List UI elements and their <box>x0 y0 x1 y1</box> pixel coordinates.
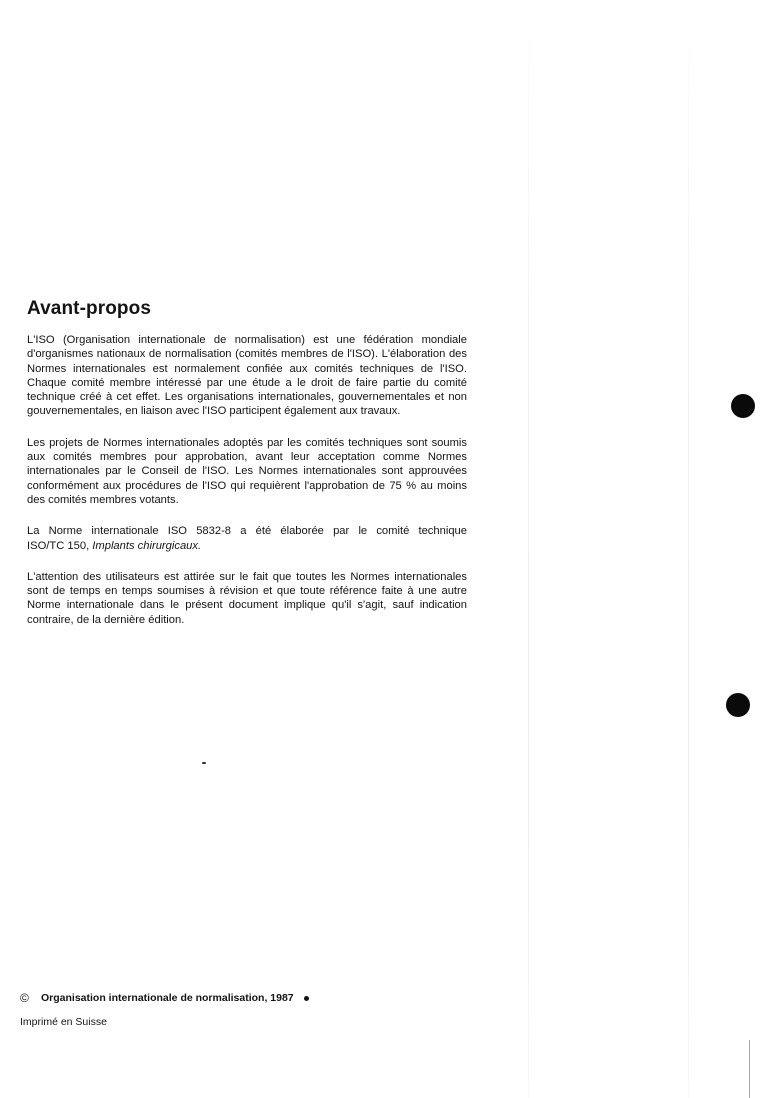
scan-edge-line <box>528 0 529 1098</box>
binding-hole-mark <box>731 394 755 418</box>
committee-reference: ISO/TC 150, <box>27 539 93 552</box>
paragraph-standard-origin <box>27 524 467 553</box>
scan-speck <box>202 762 206 764</box>
page-title: Avant-propos <box>27 298 151 319</box>
copyright-text: Organisation internationale de normalisation, 1987 <box>41 992 294 1004</box>
paragraph-iso-description: L'ISO (Organisation internationale de normalisation) est une fédération mondiale d'organismes nationaux de normalisation (comités membres de l'ISO). L'élaboration des Normes internationales est normalement confiée aux comités techniques de l'ISO. Chaque comité membre intéressé par une étude a le droit de faire partie du comité technique créé à cet effet. Les organisations internationales, gouvernementales et non gouvernementales, en liaison avec l'ISO participent également aux travaux. <box>27 334 467 418</box>
paragraph-draft-approval: Les projets de Normes internationales adoptés par les comités techniques sont soumis aux comités membres pour approbation, avant leur acceptation comme Normes internationales par le Conseil de l'ISO. Les Normes internationales sont approuvées conformément aux procédures de l'ISO qui requièrent l'approbation de 75 % au moins des comités membres votants. <box>27 436 467 506</box>
standard-origin-line: La Norme internationale ISO 5832-8 a été élaborée par le comité technique <box>27 525 467 538</box>
binding-hole-mark <box>726 693 750 717</box>
paragraph-revision-notice: L'attention des utilisateurs est attirée sur le fait que toutes les Normes internationales sont de temps en temps soumises à révision et que toute référence faite à une autre Norme internationale dans le présent document implique qu'il s'agit, sauf indication contraire, de la dernière édition. <box>27 570 467 626</box>
scan-edge-line <box>749 1040 750 1098</box>
page-footer <box>20 990 309 1028</box>
printed-location: Imprimé en Suisse <box>20 1016 107 1028</box>
bullet-icon <box>304 996 309 1001</box>
committee-title: Implants chirurgicaux. <box>92 539 202 552</box>
foreword-body <box>27 333 467 644</box>
copyright-icon: © <box>20 991 29 1005</box>
scan-edge-line <box>688 0 689 1098</box>
copyright-line <box>20 990 309 1006</box>
